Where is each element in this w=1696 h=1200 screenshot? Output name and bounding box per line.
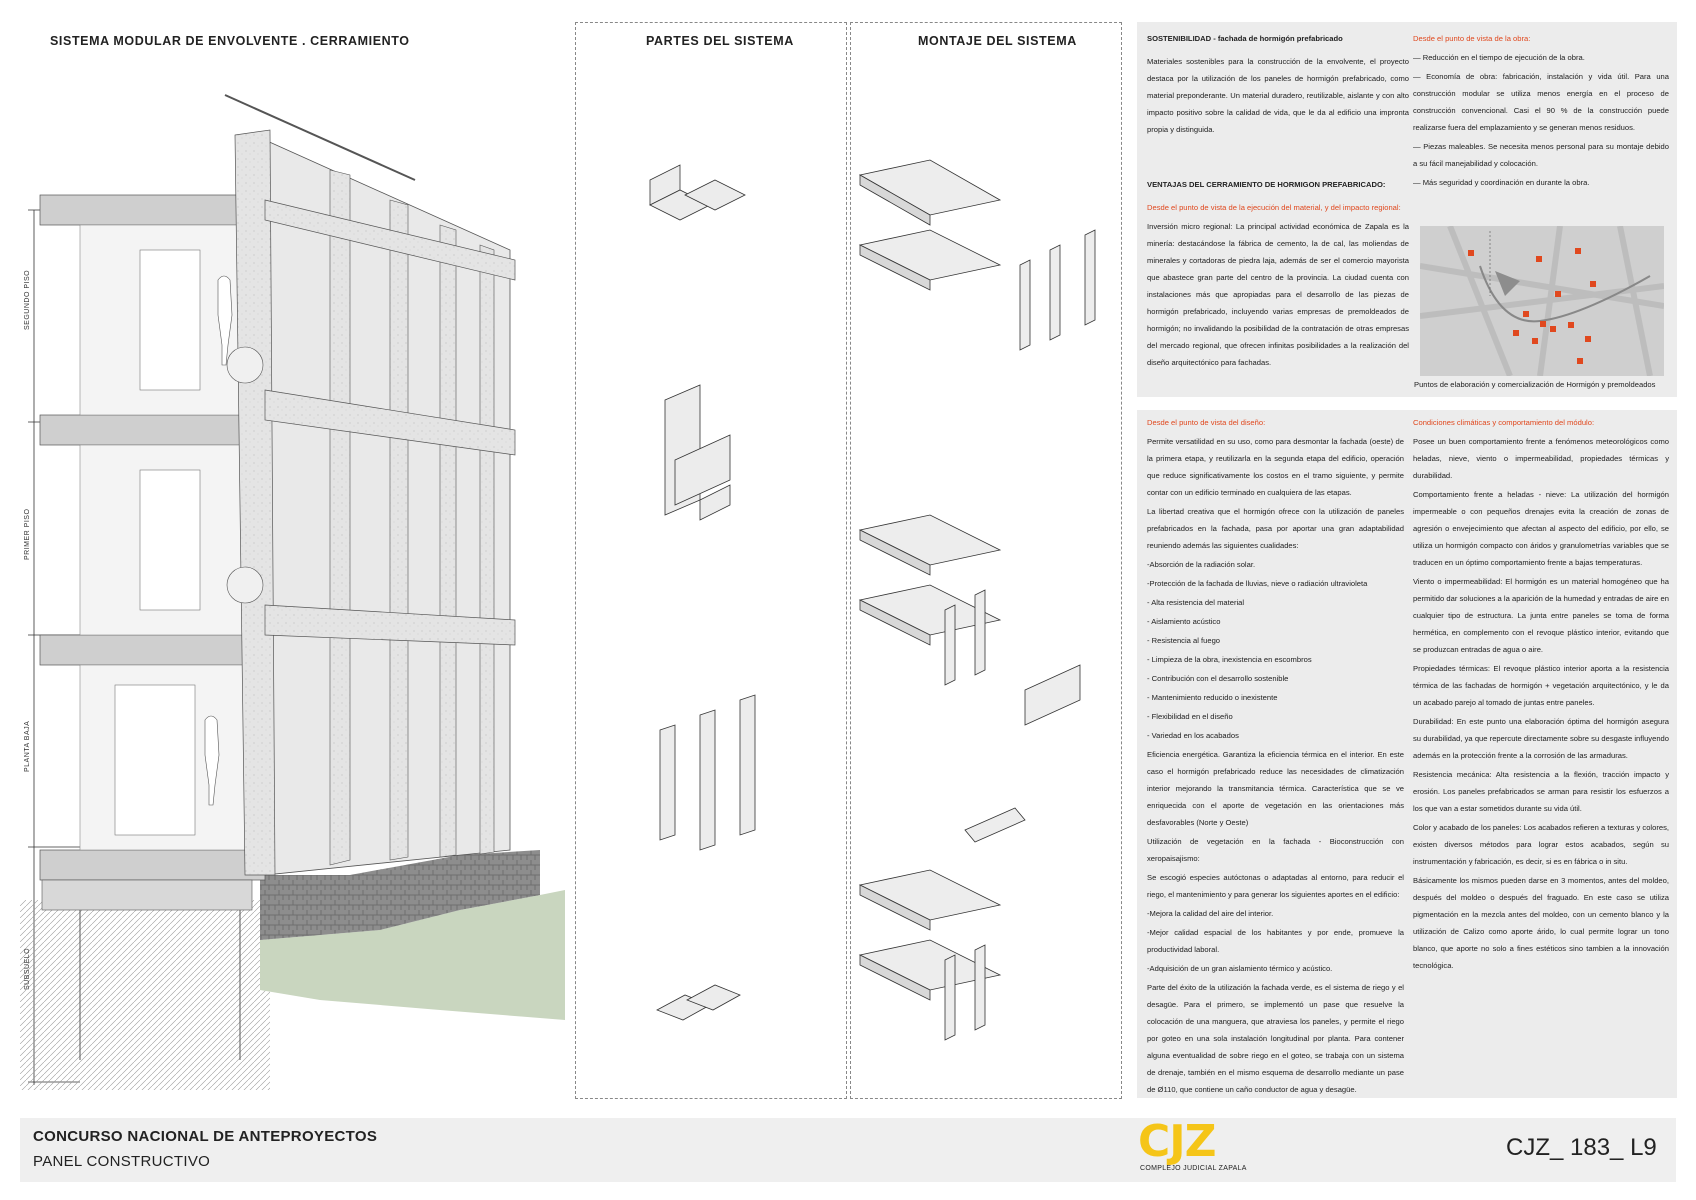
- part-panel-and-trough: [665, 385, 730, 520]
- col3-paragraph: -Adquisición de un gran aislamiento térmico y acústico.: [1147, 964, 1333, 973]
- col3-paragraph: -Mejor calidad espacial de los habitantes y por ende, promueve la productividad laboral.: [1147, 928, 1404, 954]
- col2-paragraph: Desde el punto de vista de la obra:: [1413, 34, 1531, 43]
- floor-label-primer: PRIMER PISO: [24, 508, 31, 560]
- col4-paragraph: Comportamiento frente a heladas - nieve: La utilización del hormigón impermeable o con pequeños drenajes evita la creación de zonas de agresión o envejecimiento que afectan al aspecto del edificio, por ello, se utiliza un hormigón compacto con áridos y granulometrías variables que se traducen en un óptimo comportamiento frente a bajas temperaturas.: [1413, 490, 1669, 567]
- col3-paragraph: Se escogió especies autóctonas o adaptadas al entorno, para reducir el riego, el mantenimiento y para generar los siguientes aportes en el edificio:: [1147, 873, 1404, 899]
- floor-label-planta-baja: PLANTA BAJA: [24, 720, 31, 772]
- col4-paragraph: Posee un buen comportamiento frente a fenómenos meteorológicos como heladas, nieve, viento o impermeabilidad, propiedades térmicas y durabilidad.: [1413, 437, 1669, 480]
- col4-paragraph: Resistencia mecánica: Alta resistencia a la flexión, tracción impacto y erosión. Los paneles prefabricados se arman para resistir los esfuerzos a los que van a estar sometidos durante su vida útil.: [1413, 770, 1669, 813]
- map-svg: [1420, 226, 1664, 376]
- col3-paragraph: -Protección de la fachada de lluvias, nieve o radiación ultravioleta: [1147, 579, 1368, 588]
- col2-paragraph: — Reducción en el tiempo de ejecución de la obra.: [1413, 53, 1585, 62]
- col1-paragraph: [1147, 140, 1409, 174]
- col1-paragraph: Materiales sostenibles para la construcción de la envolvente, el proyecto destaca por la utilización de los paneles de hormigón prefabricado, como material preponderante. Un material duradero, reutilizable, aislante y con alto impacto positivo sobre la calidad de vida, que le da al edificio una impronta propia y distinguida.: [1147, 57, 1409, 134]
- building-section-svg: [20, 60, 565, 1090]
- assembly-title: MONTAJE DEL SISTEMA: [918, 34, 1077, 48]
- col4-paragraph: Color y acabado de los paneles: Los acabados refieren a texturas y colores, existen diversos métodos para lograr estos acabados, según su instrumentación y fabricación, es decir, si es en fábrica o in situ.: [1413, 823, 1669, 866]
- col3-paragraph: Utilización de vegetación en la fachada - Bioconstrucción con xeropaisajismo:: [1147, 837, 1404, 863]
- col2-paragraph: — Más seguridad y coordinación en durante la obra.: [1413, 178, 1590, 187]
- map-zapala: [1420, 226, 1664, 376]
- col2-paragraph: — Economía de obra: fabricación, instalación y vida útil. Para una construcción modular se utiliza menos energía en el proceso de construcción convencional. Casi el 90 % de la construcción puede realizarse fuera del emplazamiento y se generan menos residuos.: [1413, 72, 1669, 132]
- col3-paragraph: - Aislamiento acústico: [1147, 617, 1221, 626]
- text-column-4: [1413, 414, 1669, 976]
- assembly-stage-3: [860, 808, 1025, 1040]
- col4-paragraph: Propiedades térmicas: El revoque plástico interior aporta a la resistencia térmica de las fachadas de hormigón + vegetación arquitectónico, y le da un acabado parejo al tomado de juntas entre paneles.: [1413, 664, 1669, 707]
- col3-paragraph: -Mejora la calidad del aire del interior.: [1147, 909, 1274, 918]
- col3-paragraph: -Absorción de la radiación solar.: [1147, 560, 1256, 569]
- col3-paragraph: - Limpieza de la obra, inexistencia en escombros: [1147, 655, 1312, 664]
- col4-paragraph: Básicamente los mismos pueden darse en 3 momentos, antes del moldeo, después del moldeo o después del fraguado. En este caso se utiliza pigmentación en la mezcla antes del moldeo, con un cemento blanco y la utilización de Calizo como aporte árido, lo cual permite lograr un tono blanco, que aporte no solo a fines estéticos sino tambien a la innovación tecnológica.: [1413, 876, 1669, 970]
- text-column-2: [1413, 30, 1669, 193]
- col3-paragraph: - Alta resistencia del material: [1147, 598, 1245, 607]
- cjz-logo-subtitle: COMPLEJO JUDICIAL ZAPALA: [1140, 1165, 1247, 1172]
- col3-paragraph: Permite versatilidad en su uso, como para desmontar la fachada (oeste) de la primera etapa, y reutilizarla en la segunda etapa del edificio, operación que reduce significativamente los costos en el tramo siguiente, y permite contar con un edificio terminado en cualquiera de las etapas.: [1147, 437, 1404, 497]
- text-column-3: [1147, 414, 1404, 1100]
- col3-paragraph: Desde el punto de vista del diseño:: [1147, 418, 1266, 427]
- building-section-drawing: [20, 60, 565, 1090]
- col4-paragraph: Condiciones climáticas y comportamiento del módulo:: [1413, 418, 1595, 427]
- col3-paragraph: La libertad creativa que el hormigón ofrece con la utilización de paneles prefabricados en la fachada, pasa por aportar una gran adaptabilidad reuniendo además las siguientes cualidades:: [1147, 507, 1404, 550]
- col3-paragraph: Parte del éxito de la utilización la fachada verde, es el sistema de riego y el desagüe. Para el primero, se implementó un pase que resuelve la colocación de una manguera, que atraviesa los paneles, y permite el riego por goteo en una sola instalación longitudinal por planta. Para contener alguna eventualidad de sobre riego en el goteo, se trabaja con un sistema de drenaje, también en el mismo esquema de desarrollo mediante un pase de Ø110, que contiene un caño conductor de agua y desagüe.: [1147, 983, 1404, 1094]
- col4-paragraph: Viento o impermeabilidad: El hormigón es un material homogéneo que ha permitido dar soluciones a la aparición de la humedad y entradas de aire en cualquier tipo de estructura. La junta entre paneles se toma de forma hermética, en complemento con el revoque plástico interior, evitando que se produzcan entradas de agua o aire.: [1413, 577, 1669, 654]
- col1-paragraph: Desde el punto de vista de la ejecución del material, y del impacto regional:: [1147, 203, 1401, 212]
- col3-paragraph: - Variedad en los acabados: [1147, 731, 1239, 740]
- floor-label-subsuelo: SUBSUELO: [24, 947, 31, 990]
- part-vertical-panels: [660, 695, 755, 850]
- col2-paragraph: — Piezas maleables. Se necesita menos personal para su montaje debido a su fácil manejabilidad y colocación.: [1413, 142, 1669, 168]
- col4-paragraph: Durabilidad: En este punto una elaboración óptima del hormigón asegura su durabilidad, ya que repercute directamente sobre su desgaste influyendo además en la protección frente a la corrosión de las armaduras.: [1413, 717, 1669, 760]
- parts-drawings: [575, 60, 845, 1095]
- parts-title: PARTES DEL SISTEMA: [646, 34, 794, 48]
- col3-paragraph: - Flexibilidad en el diseño: [1147, 712, 1233, 721]
- map-caption: Puntos de elaboración y comercialización de Hormigón y premoldeados: [1414, 380, 1656, 389]
- assembly-drawings: [850, 60, 1120, 1095]
- footer-title: CONCURSO NACIONAL DE ANTEPROYECTOS: [33, 1128, 378, 1145]
- footer-subtitle: PANEL CONSTRUCTIVO: [33, 1153, 211, 1170]
- col1-paragraph: Inversión micro regional: La principal actividad económica de Zapala es la minería: destacándose la fábrica de cemento, la de cal, las moliendas de minerales y cortadoras de piedra laja, además de ser el comercio mayorista que abastece gran parte del centro de la provincia. La ciudad cuenta con instalaciones más que apropiadas para el desarrollo de las piezas de hormigón prefabricado, incluyendo varias empresas de premoldeados de hormigón; no invalidando la posibilidad de la contratación de otras empresas del mercado regional, que ofrecen infinitas posibilidades a la realización del diseño arquitectónico para fachadas.: [1147, 222, 1409, 367]
- col3-paragraph: - Mantenimiento reducido o inexistente: [1147, 693, 1278, 702]
- part-corner-trough: [650, 165, 745, 220]
- part-flat-troughs: [657, 985, 740, 1020]
- col3-paragraph: - Contribución con el desarrollo sostenible: [1147, 674, 1289, 683]
- cjz-logo: CJZ: [1138, 1116, 1216, 1167]
- col3-paragraph: - Resistencia al fuego: [1147, 636, 1221, 645]
- assembly-stage-2: [860, 515, 1080, 725]
- text-column-1: [1147, 30, 1409, 373]
- col1-paragraph: VENTAJAS DEL CERRAMIENTO DE HORMIGON PREFABRICADO:: [1147, 180, 1386, 189]
- panel-code: CJZ_ 183_ L9: [1506, 1134, 1657, 1161]
- assembly-stage-1: [860, 160, 1095, 350]
- floor-label-segundo: SEGUNDO PISO: [24, 269, 31, 330]
- col1-paragraph: SOSTENIBILIDAD - fachada de hormigón prefabricado: [1147, 34, 1343, 43]
- main-section-title: SISTEMA MODULAR DE ENVOLVENTE . CERRAMIENTO: [50, 34, 410, 48]
- col3-paragraph: Eficiencia energética. Garantiza la eficiencia térmica en el interior. En este caso el hormigón prefabricado reduce las necesidades de climatización interior mejorando la transmitancia térmica. Característica que se ve enriquecida con el aporte de vegetación en las orientaciones más desfavorables (Norte y Oeste): [1147, 750, 1404, 827]
